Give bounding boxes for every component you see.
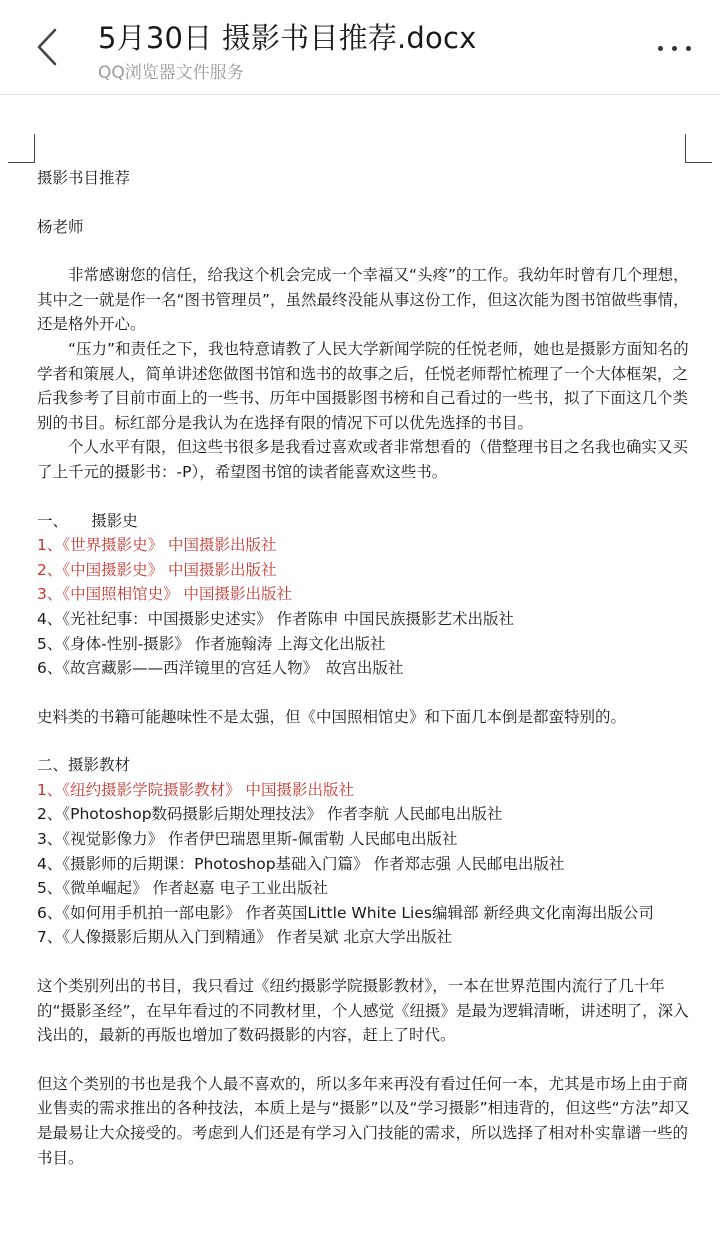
- book-item: 3、《视觉影像力》 作者伊巴瑞恩里斯-佩雷勒 人民邮电出版社: [37, 830, 458, 849]
- book-item: 5、《身体-性别-摄影》 作者施翰涛 上海文化出版社: [37, 634, 386, 653]
- intro-paragraph: 非常感谢您的信任，给我这个机会完成一个幸福又“头疼”的工作。我幼年时曾有几个理想，其中之一就是作一名“图书管理员”，虽然最终没能从事这份工作，但这次能为图书馆做些事情，还是格外开心。: [37, 266, 689, 334]
- more-horizontal-icon: [658, 46, 663, 51]
- more-horizontal-icon: [686, 46, 691, 51]
- book-item: 1、《世界摄影史》 中国摄影出版社: [37, 536, 277, 555]
- book-item: 2、《Photoshop数码摄影后期处理技法》 作者李航 人民邮电出版社: [37, 805, 503, 824]
- section-note: 这个类别列出的书目，我只看过《纽约摄影学院摄影教材》，一本在世界范围内流行了几十年的“摄影圣经”，在早年看过的不同教材里，个人感觉《纽摄》是最为逻辑清晰，讲述明了，深入浅出的，最新的再版也增加了数码摄影的内容，赶上了时代。: [37, 977, 689, 1045]
- back-button[interactable]: [22, 22, 72, 72]
- chevron-left-icon: [33, 27, 61, 67]
- more-horizontal-icon: [672, 46, 677, 51]
- page-corner-mark-right: [685, 134, 712, 163]
- book-item: 2、《中国摄影史》 中国摄影出版社: [37, 560, 277, 579]
- book-item: 6、《故宫藏影——西洋镜里的宫廷人物》 故宫出版社: [37, 659, 404, 678]
- top-app-bar: [0, 0, 720, 95]
- section-note: 但这个类别的书也是我个人最不喜欢的，所以多年来再没有看过任何一本，尤其是市场上由于商业售卖的需求推出的各种技法，本质上是与“摄影”以及“学习摄影”相违背的，但这些“方法”却又是最易让大众接受的。考虑到人们还是有学习入门技能的需求，所以选择了相对朴实靠谱一些的书目。: [37, 1074, 690, 1167]
- section-title-history: 一、 摄影史: [37, 511, 138, 530]
- doc-heading: 摄影书目推荐: [37, 169, 131, 187]
- book-item: 4、《摄影师的后期课：Photoshop基础入门篇》 作者郑志强 人民邮电出版社: [37, 854, 565, 873]
- book-item: 7、《人像摄影后期从入门到精通》 作者吴斌 北京大学出版社: [37, 928, 452, 947]
- section-title-textbooks: 二、摄影教材: [37, 756, 131, 775]
- book-item: 6、《如何用手机拍一部电影》 作者英国Little White Lies编辑部 新经典文化南海出版公司: [37, 903, 654, 922]
- book-item: 4、《光社纪事：中国摄影史述实》 作者陈申 中国民族摄影艺术出版社: [37, 609, 514, 628]
- book-item: 5、《微单崛起》 作者赵嘉 电子工业出版社: [37, 879, 328, 898]
- intro-paragraph: “压力”和责任之下，我也特意请教了人民大学新闻学院的任悦老师，她也是摄影方面知名的学者和策展人，简单讲述您做图书馆和选书的故事之后，任悦老师帮忙梳理了一个大体框架，之后我参考了目前市面上的一些书、历年中国摄影图书榜和自己看过的一些书，拟了下面这几个类别的书目。标红部分是我认为在选择有限的情况下可以优先选择的书目。: [37, 339, 689, 432]
- section-note: 史料类的书籍可能趣味性不是太强，但《中国照相馆史》和下面几本倒是都蛮特别的。: [37, 707, 627, 726]
- book-item: 3、《中国照相馆史》 中国摄影出版社: [37, 585, 293, 604]
- book-item: 1、《纽约摄影学院摄影教材》 中国摄影出版社: [37, 780, 355, 799]
- page-corner-mark-left: [8, 134, 35, 163]
- service-subtitle: QQ浏览器文件服务: [98, 63, 244, 83]
- doc-salutation: 杨老师: [37, 217, 84, 236]
- more-options-button[interactable]: [646, 28, 702, 68]
- document-title: 5月30日 摄影书目推荐.docx: [98, 21, 477, 55]
- intro-paragraph: 个人水平有限，但这些书很多是我看过喜欢或者非常想看的（借整理书目之名我也确实又买了上千元的摄影书：-P），希望图书馆的读者能喜欢这些书。: [37, 438, 689, 481]
- document-body: [37, 166, 699, 1170]
